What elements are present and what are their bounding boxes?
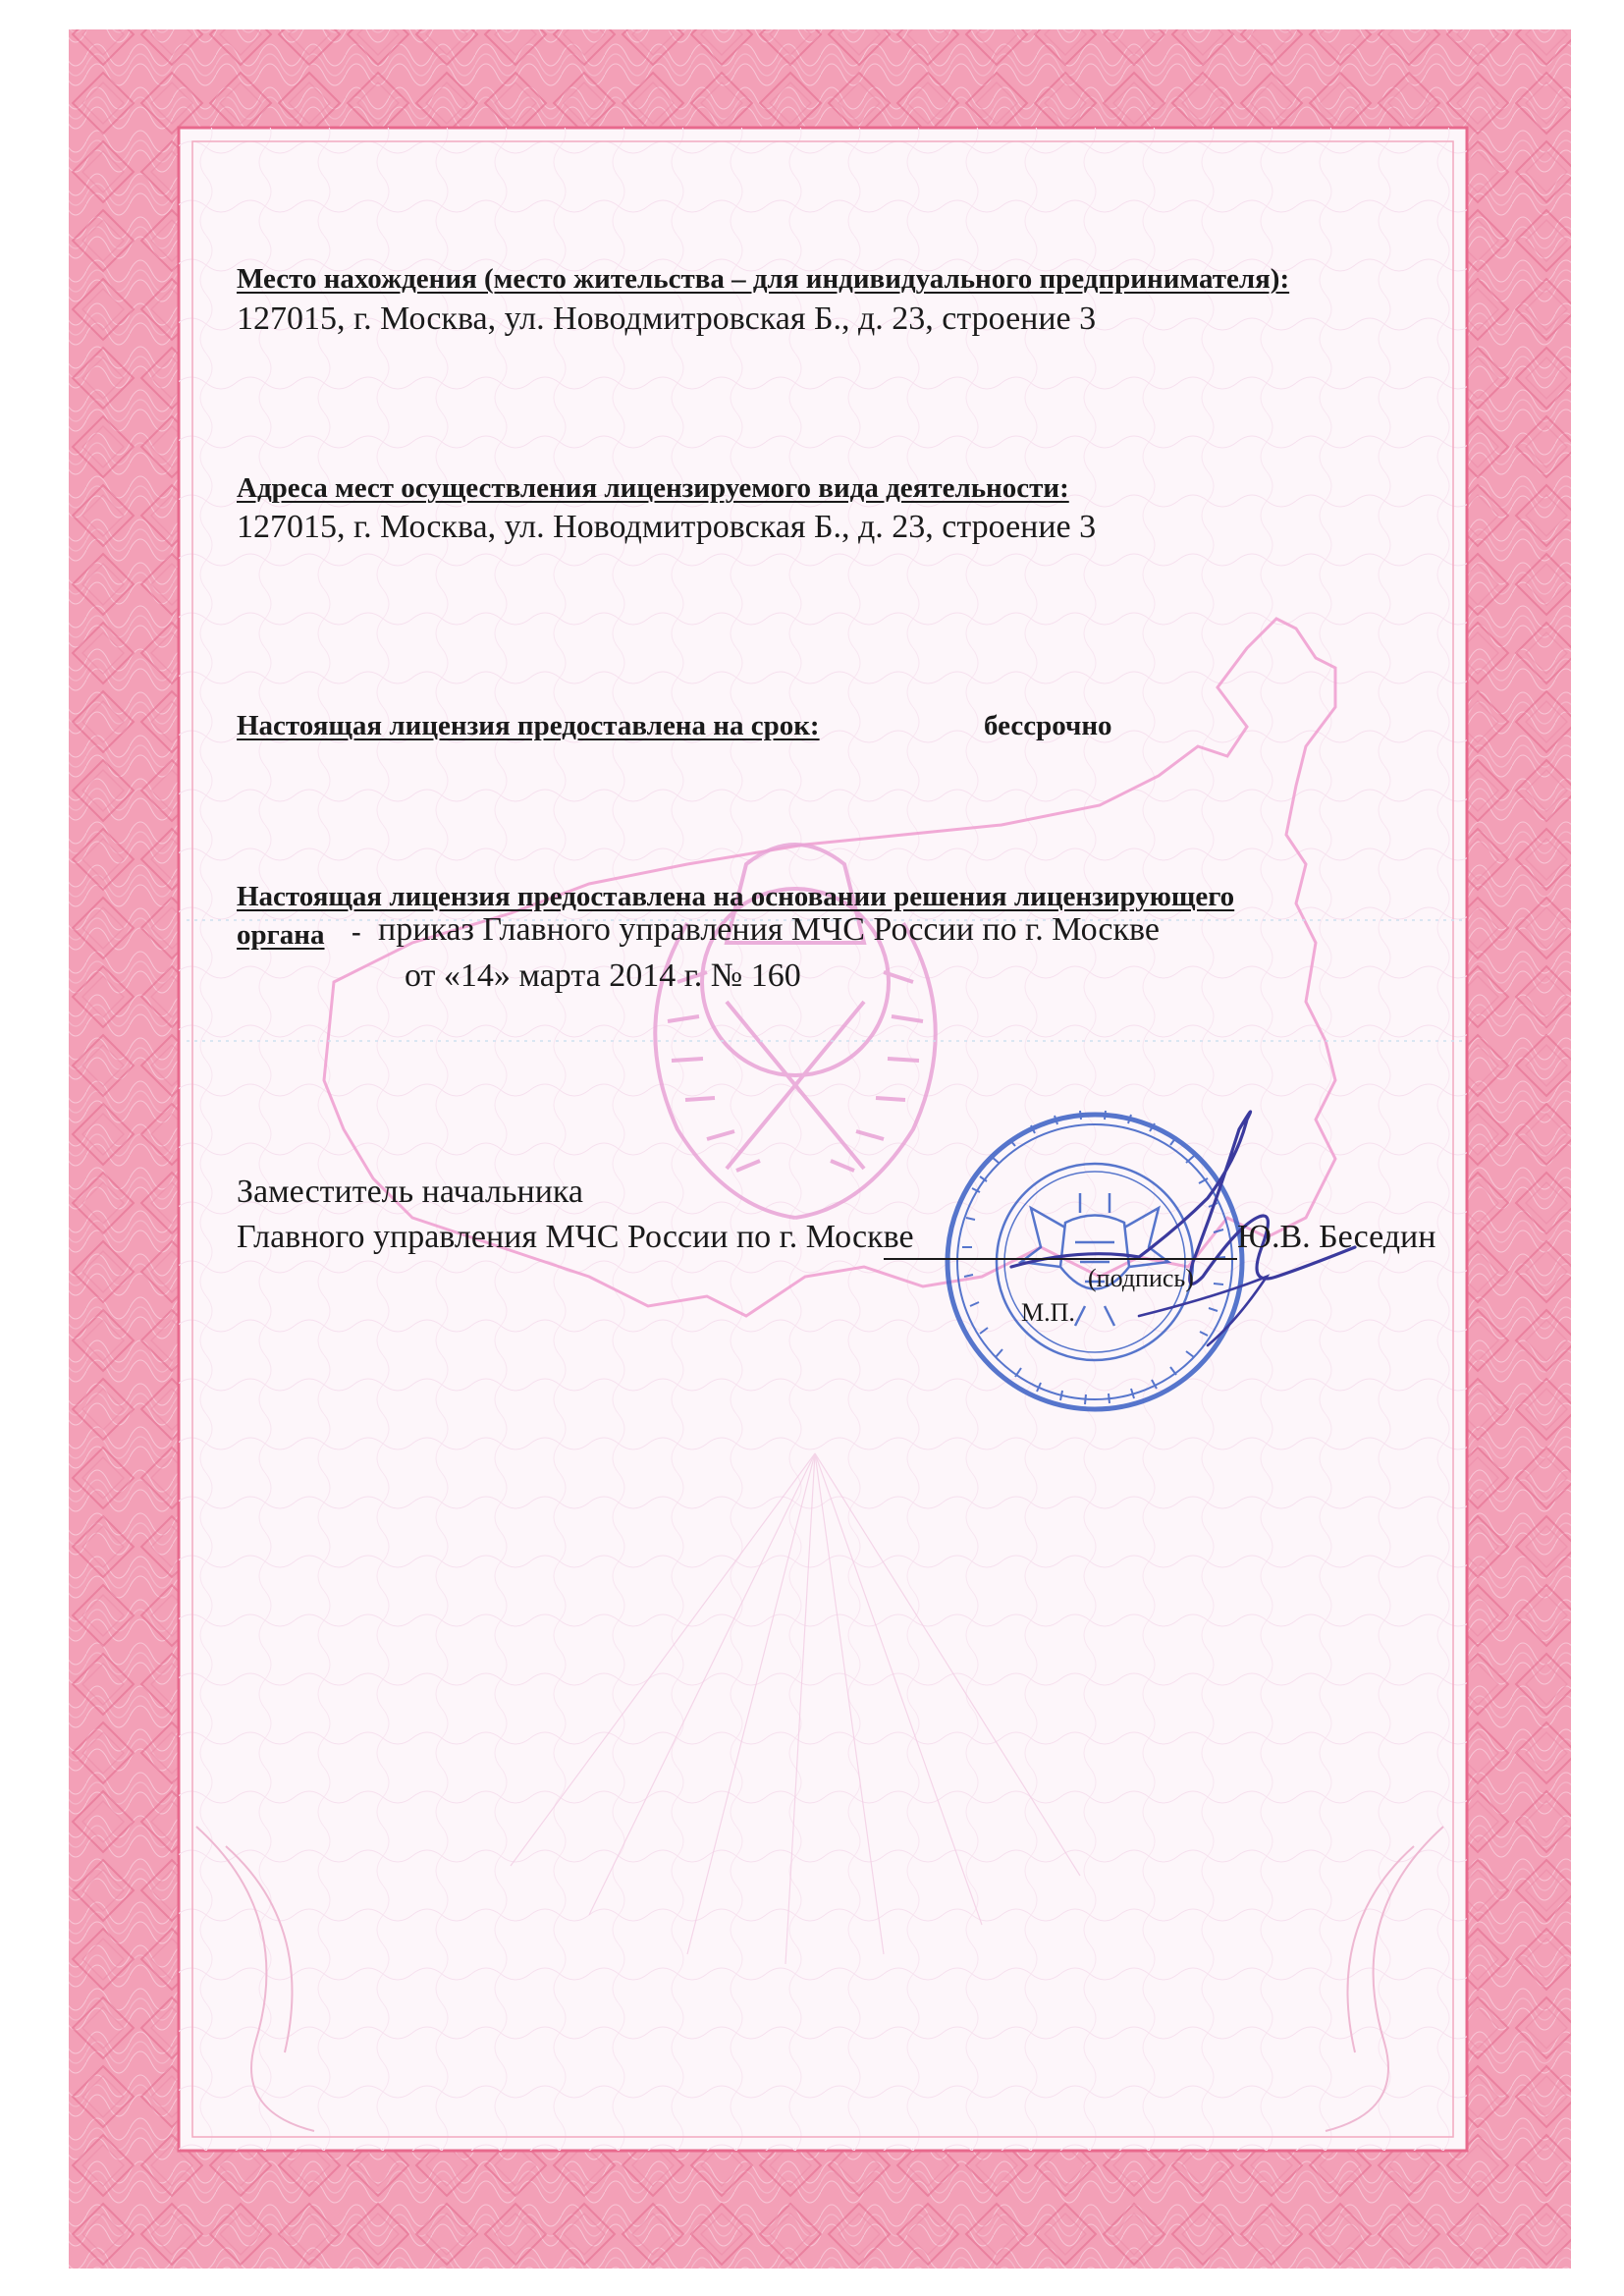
basis-order: приказ Главного управления МЧС России по г. Москве bbox=[378, 911, 1160, 948]
signatory-name: Ю.В. Беседин bbox=[1237, 1219, 1436, 1255]
basis-heading-line2: органа bbox=[237, 919, 325, 951]
activity-addresses-value: 127015, г. Москва, ул. Новодмитровская Б., д. 23, строение 3 bbox=[237, 509, 1097, 545]
basis-heading-line1: Настоящая лицензия предоставлена на основании решения лицензирующего bbox=[237, 881, 1235, 912]
location-value: 127015, г. Москва, ул. Новодмитровская Б., д. 23, строение 3 bbox=[237, 301, 1097, 337]
signature-caption: (подпись) bbox=[1088, 1264, 1194, 1292]
term-heading: Настоящая лицензия предоставлена на срок: bbox=[237, 710, 820, 741]
location-heading: Место нахождения (место жительства – для индивидуального предпринимателя): bbox=[237, 263, 1290, 295]
signatory-position: Заместитель начальника bbox=[237, 1174, 584, 1210]
signatory-department: Главного управления МЧС России по г. Москве bbox=[237, 1219, 914, 1255]
signature-line bbox=[884, 1258, 1237, 1260]
stamp-place-label: М.П. bbox=[1021, 1298, 1075, 1327]
activity-addresses-heading: Адреса мест осуществления лицензируемого вида деятельности: bbox=[237, 472, 1069, 504]
basis-dash: - bbox=[352, 916, 361, 948]
basis-order-date: от «14» марта 2014 г. № 160 bbox=[405, 957, 801, 994]
term-value: бессрочно bbox=[984, 710, 1112, 741]
